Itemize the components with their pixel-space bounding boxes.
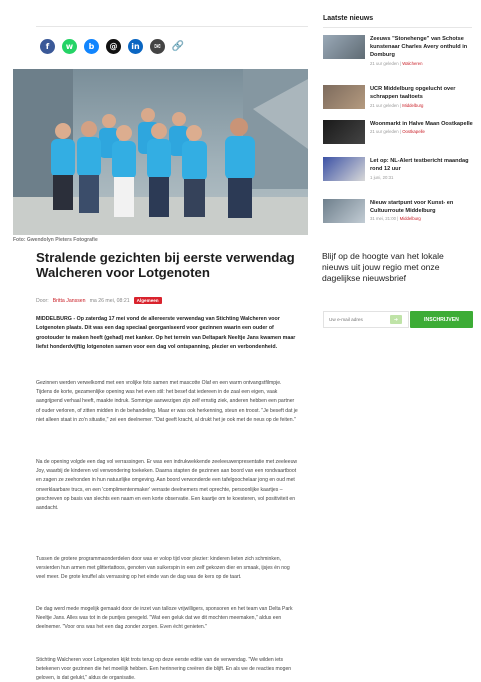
facebook-share-icon[interactable]: f <box>40 39 55 54</box>
news-time: 21 uur geleden <box>370 129 399 134</box>
subscribe-button[interactable]: INSCHRIJVEN <box>410 311 473 328</box>
news-thumbnail[interactable] <box>323 157 365 181</box>
author-link[interactable]: Britta Janssen <box>52 297 86 304</box>
article-hero-image <box>13 69 308 235</box>
news-thumbnail[interactable] <box>323 85 365 109</box>
news-category[interactable]: Middelburg <box>399 216 421 221</box>
article-paragraph: Na de opening volgde een dag vol verrassingen. Er was een indrukwekkende zeeleeuwenpresentatie met zeeleeuw Joy, waarbij de kinderen vol verwondering toekeken. Daarna stapten de gezinnen aan boord van een rondvaartboot en zagen ze zeehonden in hun natuurlijke omgeving. Aan boord verwonderde een tafelgoochelaar jong en oud met onverklaarbare trucs, en een 'complimentenmaker' verraste deelnemers met oprechte, persoonlijke kaartjes – geschreven op basis van slechts een naam en een korte observatie. Een kaartje om te koesteren, vol positiviteit en aandacht. <box>36 459 298 512</box>
news-thumbnail[interactable] <box>323 35 365 59</box>
news-category[interactable]: Walcheren <box>402 61 423 66</box>
sidebar-news-item[interactable] <box>323 35 473 66</box>
news-meta <box>370 175 393 180</box>
linkedin-share-icon[interactable]: in <box>128 39 143 54</box>
newsletter-text: Blijf op de hoogte van het lokale nieuws uit jouw regio met onze dagelijkse nieuwsbrief <box>322 251 444 284</box>
sidebar-news-item[interactable] <box>323 199 473 227</box>
news-thumbnail[interactable] <box>323 120 365 144</box>
news-title[interactable]: Nieuw startpunt voor Kunst- en Cultuurroute Middelburg <box>370 200 454 214</box>
category-tag[interactable]: Algemeen <box>134 297 162 304</box>
byline-prefix: Door: <box>36 297 49 304</box>
image-caption: Foto: Gwendolyn Pieters Fotografie <box>13 237 98 243</box>
share-bar <box>40 39 184 54</box>
news-time: 21 uur geleden <box>370 103 399 108</box>
whatsapp-share-icon[interactable]: w <box>62 39 77 54</box>
article-paragraph: De dag werd mede mogelijk gemaakt door de inzet van talloze vrijwilligers, sponsoren en het team van Delta Park Neeltje Jans. Alles was tot in de puntjes geregeld. "Wat een geluk dat we dit mochten meemaken," aldus een deelnemer. "Voor ons was het een dag zonder zorgen. Even écht genieten." <box>36 606 293 631</box>
news-category[interactable]: Oostkapelle <box>402 129 425 134</box>
news-title[interactable]: UCR Middelburg opgelucht over schrappen taaltoets <box>370 86 456 100</box>
copy-link-icon[interactable]: 🔗 <box>171 41 185 52</box>
news-meta: 21 uur geleden | Middelburg <box>370 103 424 108</box>
sidebar-divider <box>323 27 472 28</box>
news-time: 1 juni, 20:31 <box>370 175 394 180</box>
news-title[interactable]: Let op: NL-Alert testbericht maandag rond 12 uur <box>370 158 469 172</box>
article-date: ma 26 mei, 08:21 <box>89 297 130 304</box>
autofill-icon[interactable]: ➜ <box>390 315 402 324</box>
sidebar-news-item[interactable] <box>323 157 473 185</box>
news-meta: 31 mei, 21:00 | Middelburg <box>370 216 421 221</box>
sidebar-title: Laatste nieuws <box>323 15 374 22</box>
article-paragraph: Tussen de grotere programmaonderdelen door was er volop tijd voor plezier: kinderen lieten zich schminken, versierden hun armen met glittertattoos, genoten van suikerspin in een zelf gekozen dier en smaak, ijsjes én nog veel meer. De grote knuffel als verrassing op het einde van de dag was de kers op de taart. <box>36 556 290 581</box>
article-byline <box>36 297 162 304</box>
sidebar-news-item[interactable] <box>323 85 473 113</box>
news-title[interactable]: Zeeuws "Stonehenge" van Schotse kunstenaar Charles Avery onthuld in Domburg <box>370 36 468 58</box>
news-time: 31 mei, 21:00 <box>370 216 397 221</box>
news-meta: 21 uur geleden | Oostkapelle <box>370 129 425 134</box>
article-paragraph: Gezinnen werden verwelkomd met een vrolijke foto samen met mascotte Olaf en een warm ontvangstfilmpje. Tijdens de korte, gezamenlijke opening was het even stil: het besef dat iedereen in de zaal een eigen, vaak aangrijpend verhaal heeft, maakte indruk. Sommige aanwezigen zijn zelf ernstig ziek, anderen hebben een partner of ouder verloren, of zitten midden in de behandeling. Maar er was ook herkenning, steun en troost. "Je beseft dat je niet alleen staat in zo'n situatie," zei een deelnemer. "Dat geeft kracht, al drukt het je ook met de neus op de feiten." <box>36 380 298 423</box>
news-time: 21 uur geleden <box>370 61 399 66</box>
sidebar-news-item[interactable] <box>323 120 473 148</box>
email-share-icon[interactable]: ✉ <box>150 39 165 54</box>
news-meta: 21 uur geleden | Walcheren <box>370 61 423 66</box>
article-paragraph: Stichting Walcheren voor Lotgenoten kijkt trots terug op deze eerste editie van de verwendag. "We wilden iets betekenen voor gezinnen die het moeilijk hebben. Een herinnering creëren die blijft. En als we de reacties mogen geloven, is dat gelukt," aldus de organisatie. <box>36 657 292 682</box>
article-title: Stralende gezichten bij eerste verwendag Walcheren voor Lotgenoten <box>36 250 295 280</box>
news-thumbnail[interactable] <box>323 199 365 223</box>
share-divider <box>36 26 308 27</box>
news-category[interactable]: Middelburg <box>402 103 424 108</box>
threads-share-icon[interactable]: @ <box>106 39 121 54</box>
bluesky-share-icon[interactable]: b <box>84 39 99 54</box>
article-lead: MIDDELBURG - Op zaterdag 17 mei vond de allereerste verwendag van Stichting Walcheren voor Lotgenoten plaats. Dit was een dag speciaal georganiseerd voor gezinnen waarin een ouder of grootouder te maken heeft (gehad) met kanker. Op het terrein van Deltapark Neeltje Jans kwamen maar liefst honderdvijftig lotgenoten samen voor een dag vol ontspanning, plezier en verbondenheid. <box>36 316 296 351</box>
news-title[interactable]: Woonmarkt in Halve Maan Oostkapelle <box>370 121 473 127</box>
